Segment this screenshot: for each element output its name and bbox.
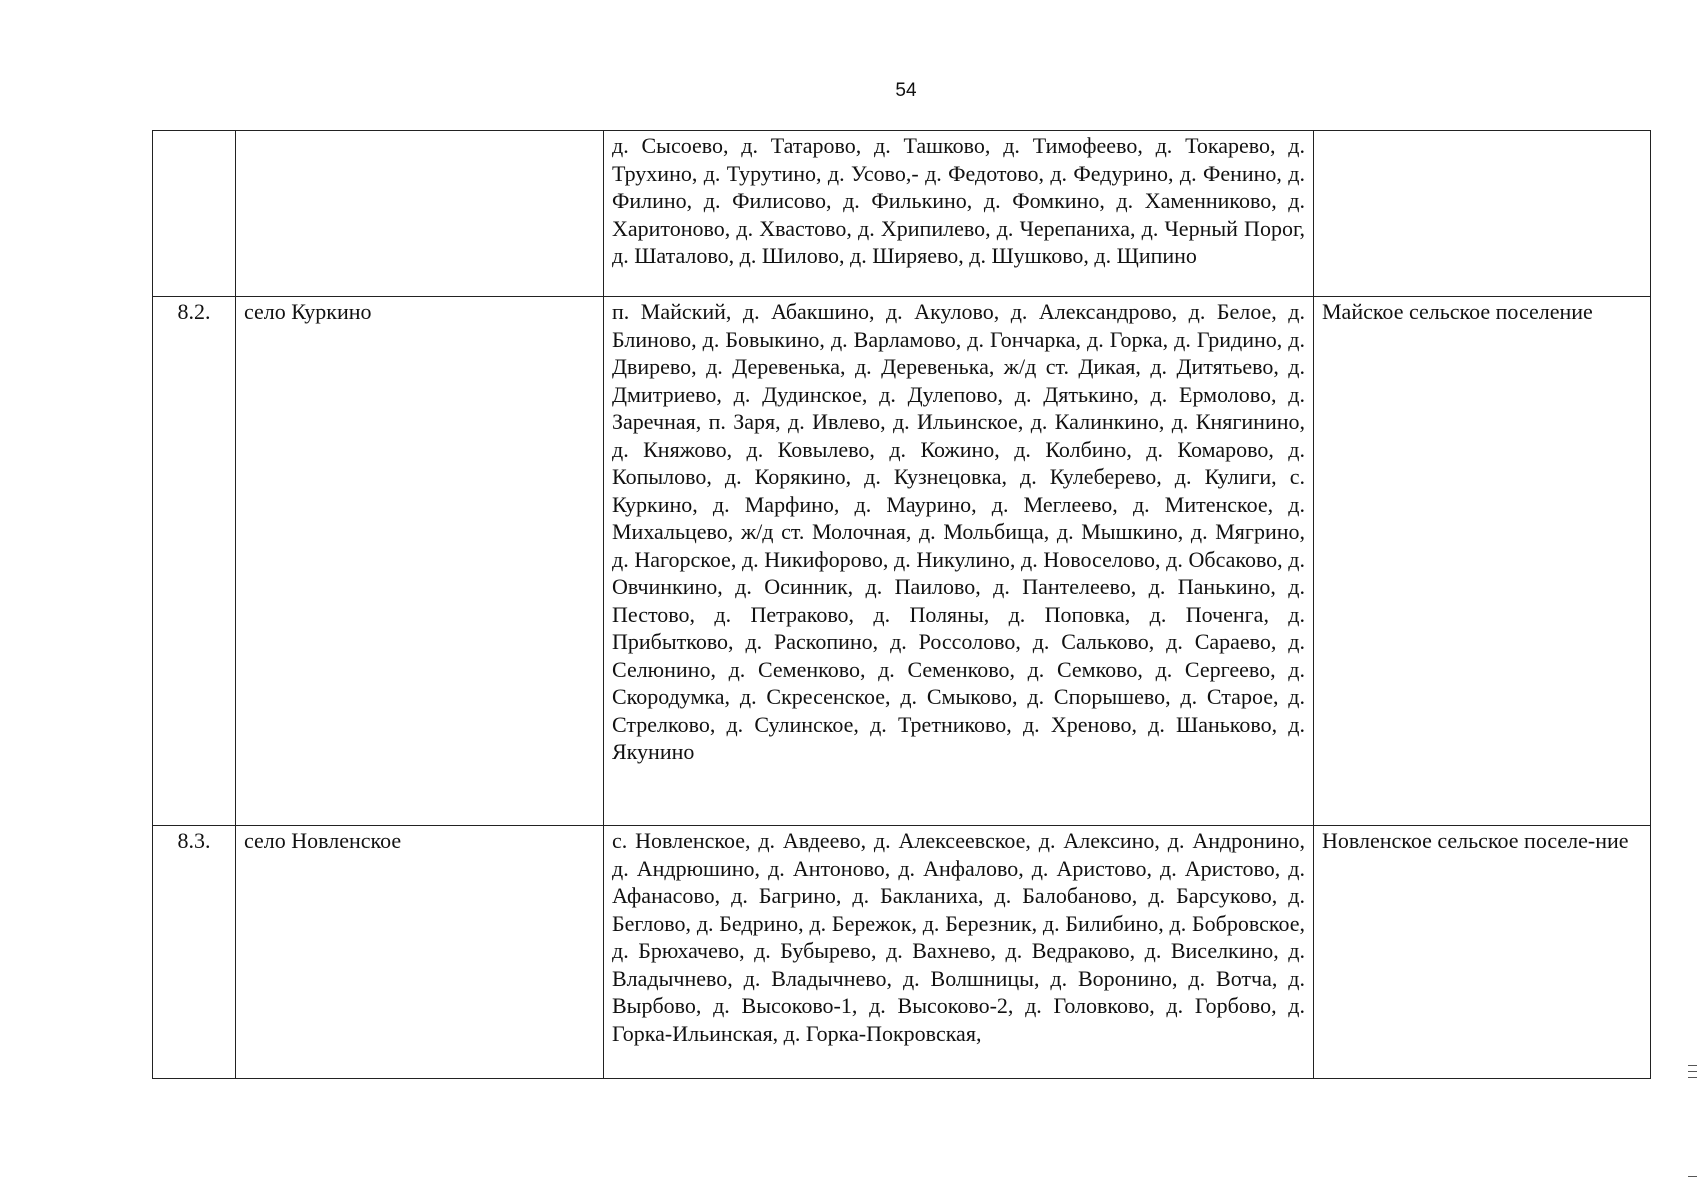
settlements-table: [152, 130, 1651, 1079]
villages-list-cell: д. Сысоево, д. Татарово, д. Ташково, д. Тимофеево, д. Токарево, д. Трухино, д. Турутино, д. Усово,- д. Федотово, д. Федурино, д. Фенино, д. Филино, д. Филисово, д. Филькино, д. Фомкино, д. Хаменниково, д. Харитоново, д. Хвастово, д. Хрипилево, д. Черепаниха, д. Черный Порог, д. Шаталово, д. Шилово, д. Ширяево, д. Шушково, д. Щипино: [604, 131, 1314, 297]
administrative-center-cell: село Новленское: [236, 826, 604, 1079]
page-number: 54: [895, 80, 917, 101]
row-number-cell: [153, 131, 236, 297]
row-number-cell: 8.2.: [153, 297, 236, 826]
administrative-center-cell: [236, 131, 604, 297]
settlement-name-cell: Майское сельское поселение: [1314, 297, 1651, 826]
scan-edge-mark: [1688, 1077, 1697, 1078]
scan-edge-mark: [1688, 1065, 1697, 1066]
scan-edge-mark: [1688, 1176, 1697, 1177]
villages-list-cell: п. Майский, д. Абакшино, д. Акулово, д. Александрово, д. Белое, д. Блиново, д. Бовыкино, д. Варламово, д. Гончарка, д. Горка, д. Гридино, д. Двирево, д. Деревенька, д. Деревенька, ж/д ст. Дикая, д. Дитятьево, д. Дмитриево, д. Дудинское, д. Дулепово, д. Дятькино, д. Ермолово, д. Заречная, п. Заря, д. Ивлево, д. Ильинское, д. Калинкино, д. Княгинино, д. Княжово, д. Ковылево, д. Кожино, д. Колбино, д. Комарово, д. Копылово, д. Корякино, д. Кузнецовка, д. Кулеберево, д. Кулиги, с. Куркино, д. Марфино, д. Маурино, д. Меглеево, д. Митенское, д. Михальцево, ж/д ст. Молочная, д. Мольбища, д. Мышкино, д. Мягрино, д. Нагорское, д. Никифорово, д. Никулино, д. Новоселово, д. Обсаково, д. Овчинкино, д. Осинник, д. Паилово, д. Пантелеево, д. Панькино, д. Пестово, д. Петраково, д. Поляны, д. Поповка, д. Поченга, д. Прибытково, д. Раскопино, д. Россолово, д. Сальково, д. Сараево, д. Селюнино, д. Семенково, д. Семенково, д. Семково, д. Сергеево, д. Скородумка, д. Скресенское, д. Смыково, д. Спорышево, д. Старое, д. Стрелково, д. Сулинское, д. Третниково, д. Хреново, д. Шаньково, д. Якунино: [604, 297, 1314, 826]
settlement-name-cell: Новленское сельское поселе-ние: [1314, 826, 1651, 1079]
administrative-center-cell: село Куркино: [236, 297, 604, 826]
table-row: [153, 297, 1651, 826]
table-row: [153, 826, 1651, 1079]
scan-edge-mark: [1688, 1071, 1697, 1072]
settlement-name-cell: [1314, 131, 1651, 297]
villages-list-cell: с. Новленское, д. Авдеево, д. Алексеевское, д. Алексино, д. Андронино, д. Андрюшино, д. Антоново, д. Анфалово, д. Аристово, д. Аристово, д. Афанасово, д. Багрино, д. Бакланиха, д. Балобаново, д. Барсуково, д. Беглово, д. Бедрино, д. Бережок, д. Березник, д. Билибино, д. Бобровское, д. Брюхачево, д. Бубырево, д. Вахнево, д. Ведраково, д. Виселкино, д. Владычнево, д. Владычнево, д. Волшницы, д. Воронино, д. Вотча, д. Вырбово, д. Высоково-1, д. Высоково-2, д. Головково, д. Горбово, д. Горка-Ильинская, д. Горка-Покровская,: [604, 826, 1314, 1079]
table-row: [153, 131, 1651, 297]
row-number-cell: 8.3.: [153, 826, 236, 1079]
